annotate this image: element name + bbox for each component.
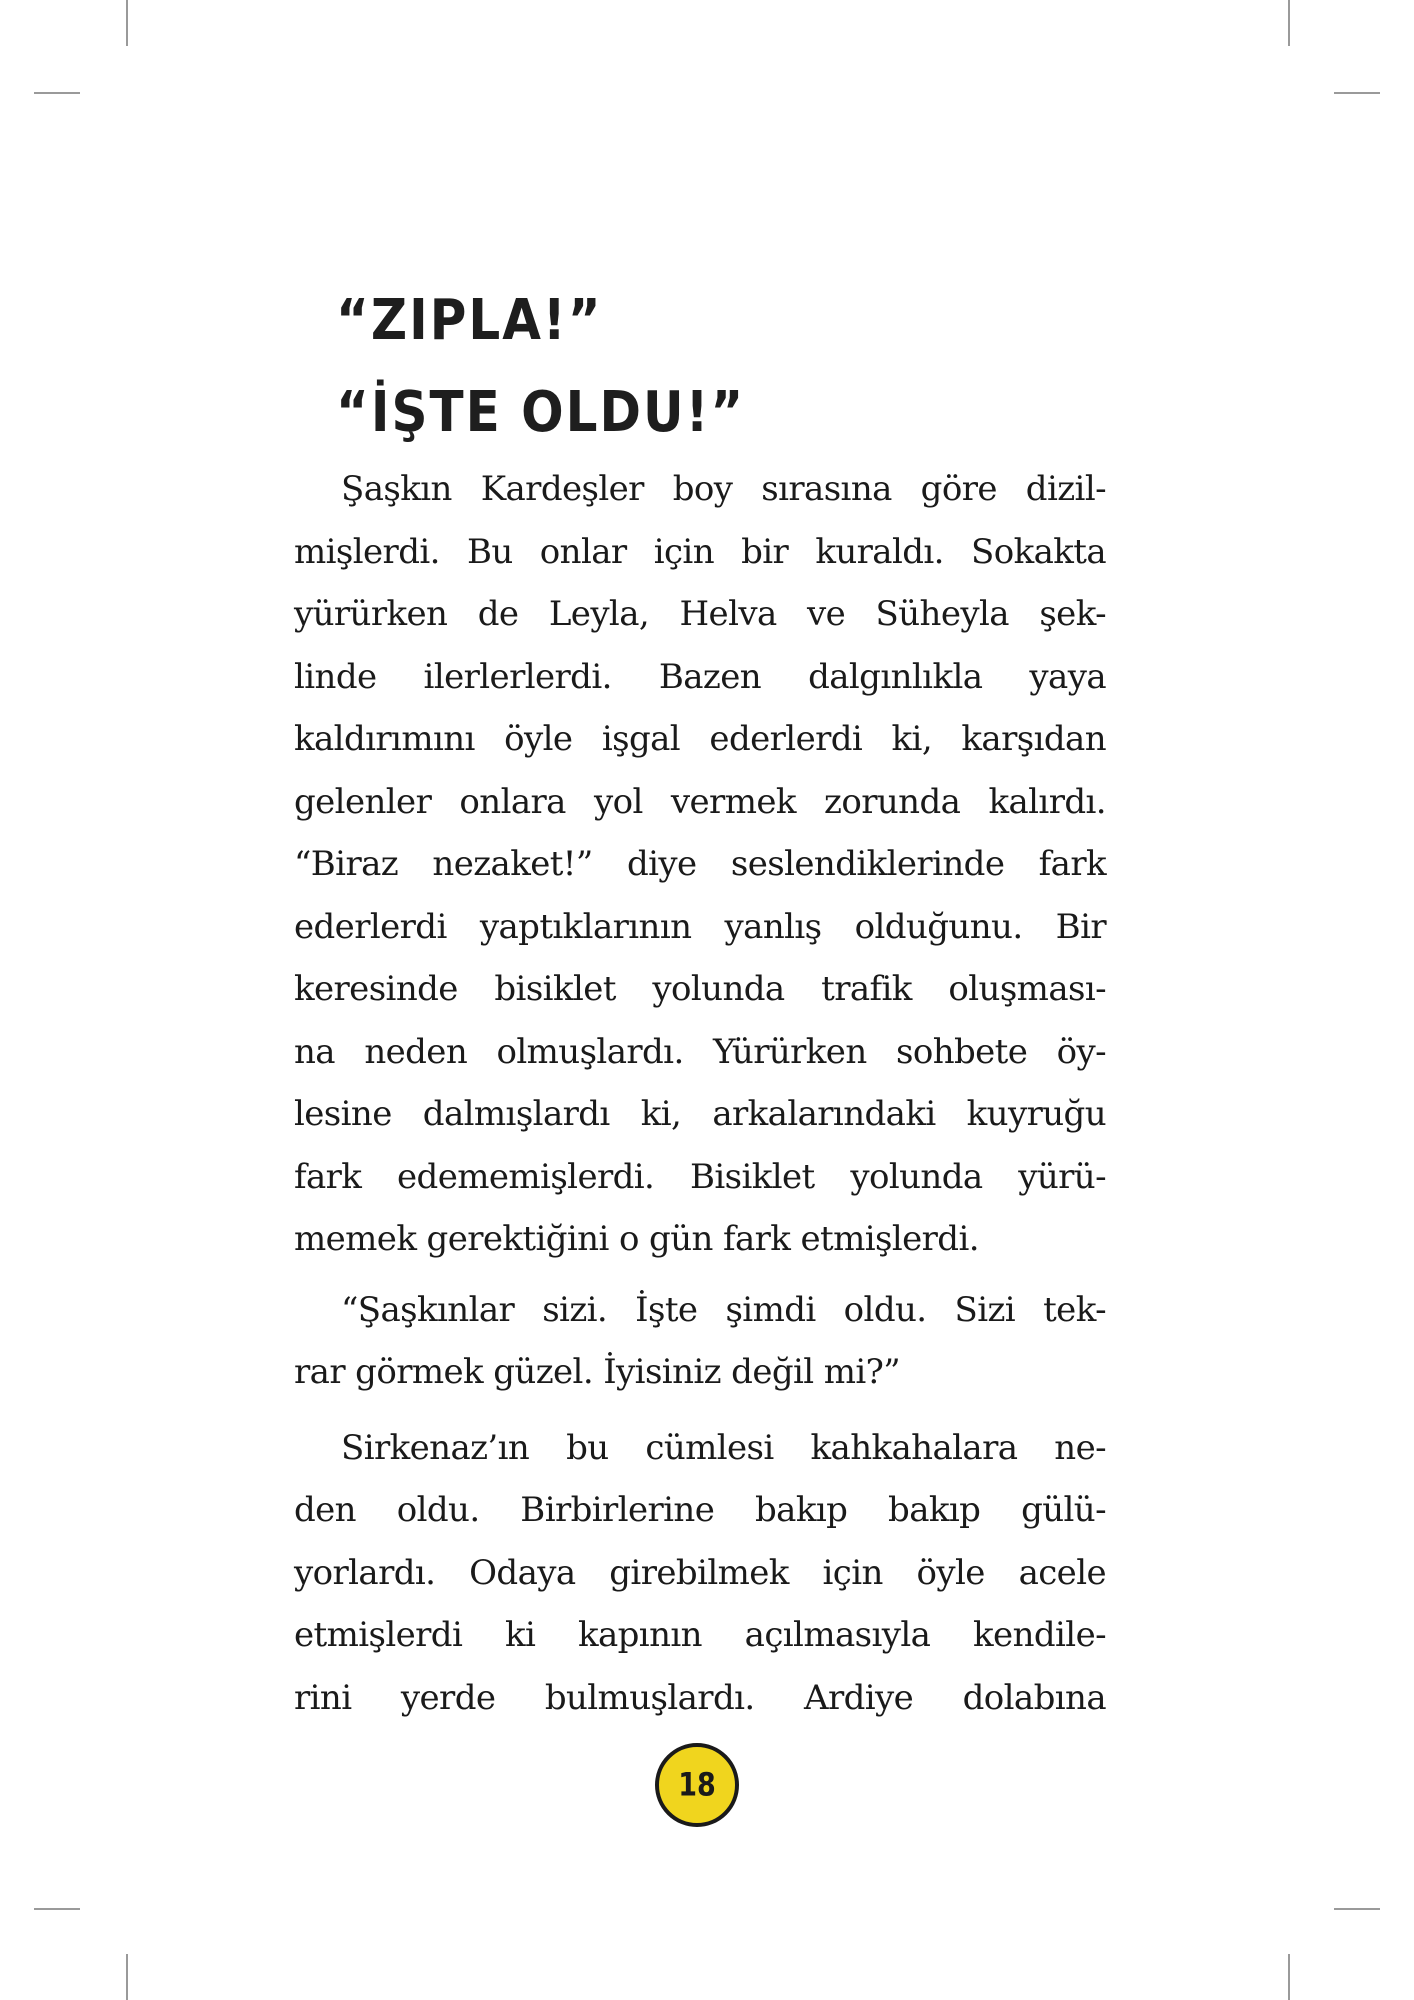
text-line: rar görmek güzel. İyisiniz değil mi?” xyxy=(294,1352,901,1392)
chapter-heading-line-2: “İŞTE OLDU!” xyxy=(336,379,746,445)
crop-mark-top-left xyxy=(126,0,128,46)
crop-mark-bottom-left xyxy=(126,1954,128,2000)
page-number: 18 xyxy=(678,1766,716,1804)
crop-mark-left-top xyxy=(34,92,80,94)
text-line: Sirkenaz’ın bu cümlesi kahkahalara ne- xyxy=(341,1427,1106,1468)
text-line: mişlerdi. Bu onlar için bir kuraldı. Sokakta xyxy=(294,531,1106,572)
crop-mark-bottom-right xyxy=(1288,1954,1290,2000)
text-line: yorlardı. Odaya girebilmek için öyle acele xyxy=(294,1552,1106,1593)
text-line: fark edememişlerdi. Bisiklet yolunda yürü- xyxy=(294,1156,1106,1197)
body-text xyxy=(294,458,1106,1729)
text-line: yürürken de Leyla, Helva ve Süheyla şek- xyxy=(294,594,1106,634)
crop-mark-right-top xyxy=(1334,92,1380,94)
crop-mark-left-bottom xyxy=(34,1908,80,1910)
text-line: na neden olmuşlardı. Yürürken sohbete öy- xyxy=(294,1031,1106,1072)
text-line: memek gerektiğini o gün fark etmişlerdi. xyxy=(294,1219,979,1259)
text-line: gelenler onlara yol vermek zorunda kalırdı. xyxy=(294,781,1106,822)
text-line: kaldırımını öyle işgal ederlerdi ki, karşıdan xyxy=(294,719,1106,759)
text-line: keresinde bisiklet yolunda trafik oluşması- xyxy=(294,969,1106,1009)
chapter-heading-line-1: “ZIPLA!” xyxy=(336,287,603,353)
text-line: rini yerde bulmuşlardı. Ardiye dolabına xyxy=(294,1677,1106,1718)
crop-mark-top-right xyxy=(1288,0,1290,46)
text-line: linde ilerlerlerdi. Bazen dalgınlıkla yaya xyxy=(294,656,1106,697)
page-number-badge xyxy=(655,1743,739,1827)
text-line: “Şaşkınlar sizi. İşte şimdi oldu. Sizi tek- xyxy=(341,1289,1106,1330)
text-line: “Biraz nezaket!” diye seslendiklerinde fark xyxy=(294,844,1106,884)
text-line: den oldu. Birbirlerine bakıp bakıp gülü- xyxy=(294,1490,1106,1530)
text-line: ederlerdi yaptıklarının yanlış olduğunu. Bir xyxy=(294,906,1106,947)
text-line: etmişlerdi ki kapının açılmasıyla kendile- xyxy=(294,1615,1106,1655)
crop-mark-right-bottom xyxy=(1334,1908,1380,1910)
text-line: lesine dalmışlardı ki, arkalarındaki kuyruğu xyxy=(294,1094,1106,1134)
text-line: Şaşkın Kardeşler boy sırasına göre dizil- xyxy=(341,469,1106,509)
